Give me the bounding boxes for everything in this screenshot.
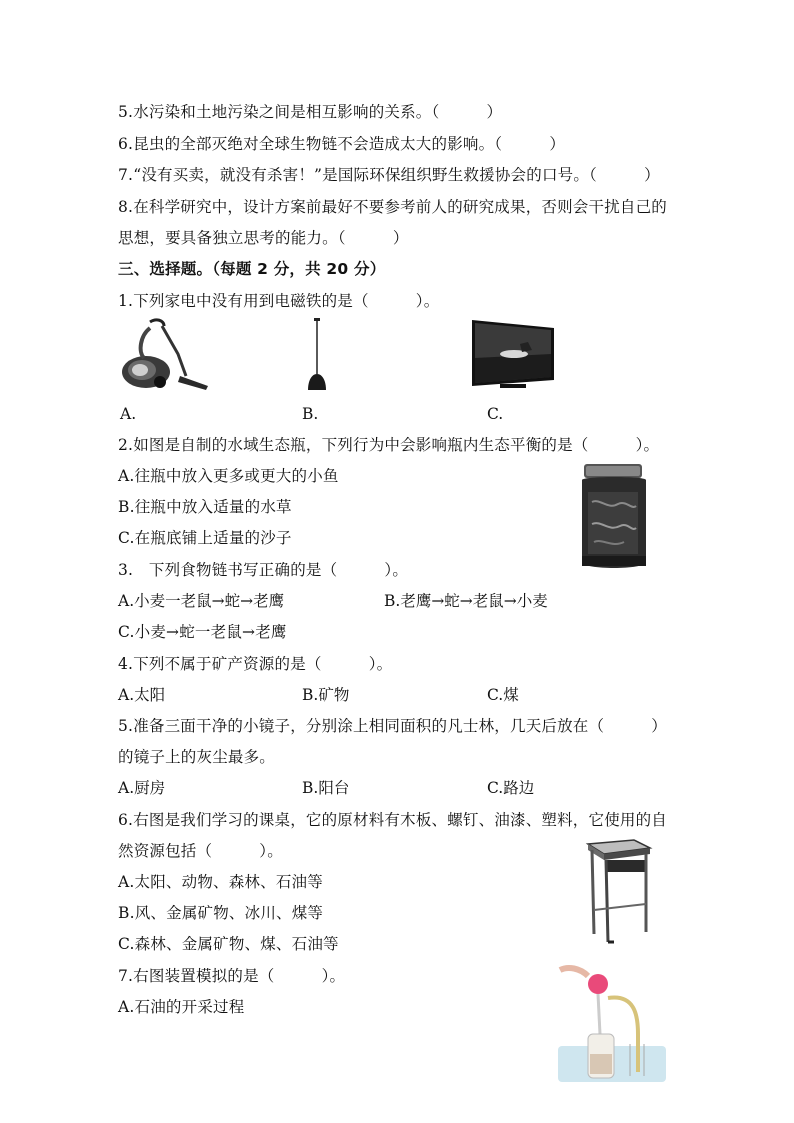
choice-q4-stem: 4.下列不属于矿产资源的是（ ）。: [118, 655, 393, 673]
vacuum-cleaner-icon: [120, 316, 212, 392]
choice-q1-option-c: C.: [487, 405, 504, 423]
choice-q5-option-c: C.路边: [487, 779, 535, 797]
choice-q6-option-b: B.风、金属矿物、冰川、煤等: [118, 904, 324, 922]
choice-q3-option-a: A.小麦一老鼠→蛇→老鹰: [118, 592, 285, 610]
judgement-q6: 6.昆虫的全部灭绝对全球生物链不会造成太大的影响。（ ）: [118, 135, 566, 153]
choice-q4-option-c: C.煤: [487, 686, 519, 704]
choice-q6-option-a: A.太阳、动物、森林、石油等: [118, 873, 323, 891]
oil-extraction-model-icon: [558, 964, 666, 1086]
choice-q5-option-a: A.厨房: [118, 779, 166, 797]
choice-q2-option-a: A.往瓶中放入更多或更大的小鱼: [118, 467, 339, 485]
choice-q5-stem-line1: 5.准备三面干净的小镜子，分别涂上相同面积的凡士林，几天后放在（ ）: [118, 717, 667, 735]
television-icon: [470, 318, 556, 392]
choice-q2-option-b: B.往瓶中放入适量的水草: [118, 498, 292, 516]
school-desk-icon: [584, 838, 654, 946]
choice-q5-stem-line2: 的镜子上的灰尘最多。: [118, 748, 276, 766]
choice-q3-option-b: B.老鹰→蛇→老鼠→小麦: [384, 592, 548, 610]
judgement-q7: 7.“没有买卖，就没有杀害！”是国际环保组织野生救援协会的口号。（ ）: [118, 166, 660, 184]
choice-q1-option-b: B.: [302, 405, 319, 423]
ecosystem-jar-icon: [578, 462, 650, 572]
choice-q2-option-c: C.在瓶底铺上适量的沙子: [118, 529, 292, 547]
choice-q6-stem-line1: 6.右图是我们学习的课桌，它的原材料有木板、螺钉、油漆、塑料，它使用的自: [118, 811, 667, 829]
choice-q3-option-c: C.小麦→蛇一老鼠→老鹰: [118, 623, 287, 641]
choice-q7-option-a: A.石油的开采过程: [118, 998, 245, 1016]
choice-q4-option-a: A.太阳: [118, 686, 166, 704]
choice-q5-option-b: B.阳台: [302, 779, 350, 797]
choice-q6-stem-line2: 然资源包括（ ）。: [118, 842, 283, 860]
choice-q3-stem: 3. 下列食物链书写正确的是（ ）。: [118, 561, 409, 579]
choice-q6-option-c: C.森林、金属矿物、煤、石油等: [118, 935, 339, 953]
judgement-q5: 5.水污染和土地污染之间是相互影响的关系。（ ）: [118, 103, 503, 121]
choice-q1-option-a: A.: [120, 405, 137, 423]
choice-q2-stem: 2.如图是自制的水域生态瓶，下列行为中会影响瓶内生态平衡的是（ ）。: [118, 436, 660, 454]
judgement-q8-line1: 8.在科学研究中，设计方案前最好不要参考前人的研究成果，否则会干扰自己的: [118, 198, 667, 216]
choice-q7-stem: 7.右图装置模拟的是（ ）。: [118, 967, 346, 985]
pendant-lamp-icon: [300, 318, 336, 394]
section-heading: 三、选择题。（每题 2 分，共 20 分）: [118, 260, 386, 278]
judgement-q8-line2: 思想，要具备独立思考的能力。（ ）: [118, 229, 409, 247]
choice-q1-stem: 1.下列家电中没有用到电磁铁的是（ ）。: [118, 292, 440, 310]
choice-q4-option-b: B.矿物: [302, 686, 350, 704]
